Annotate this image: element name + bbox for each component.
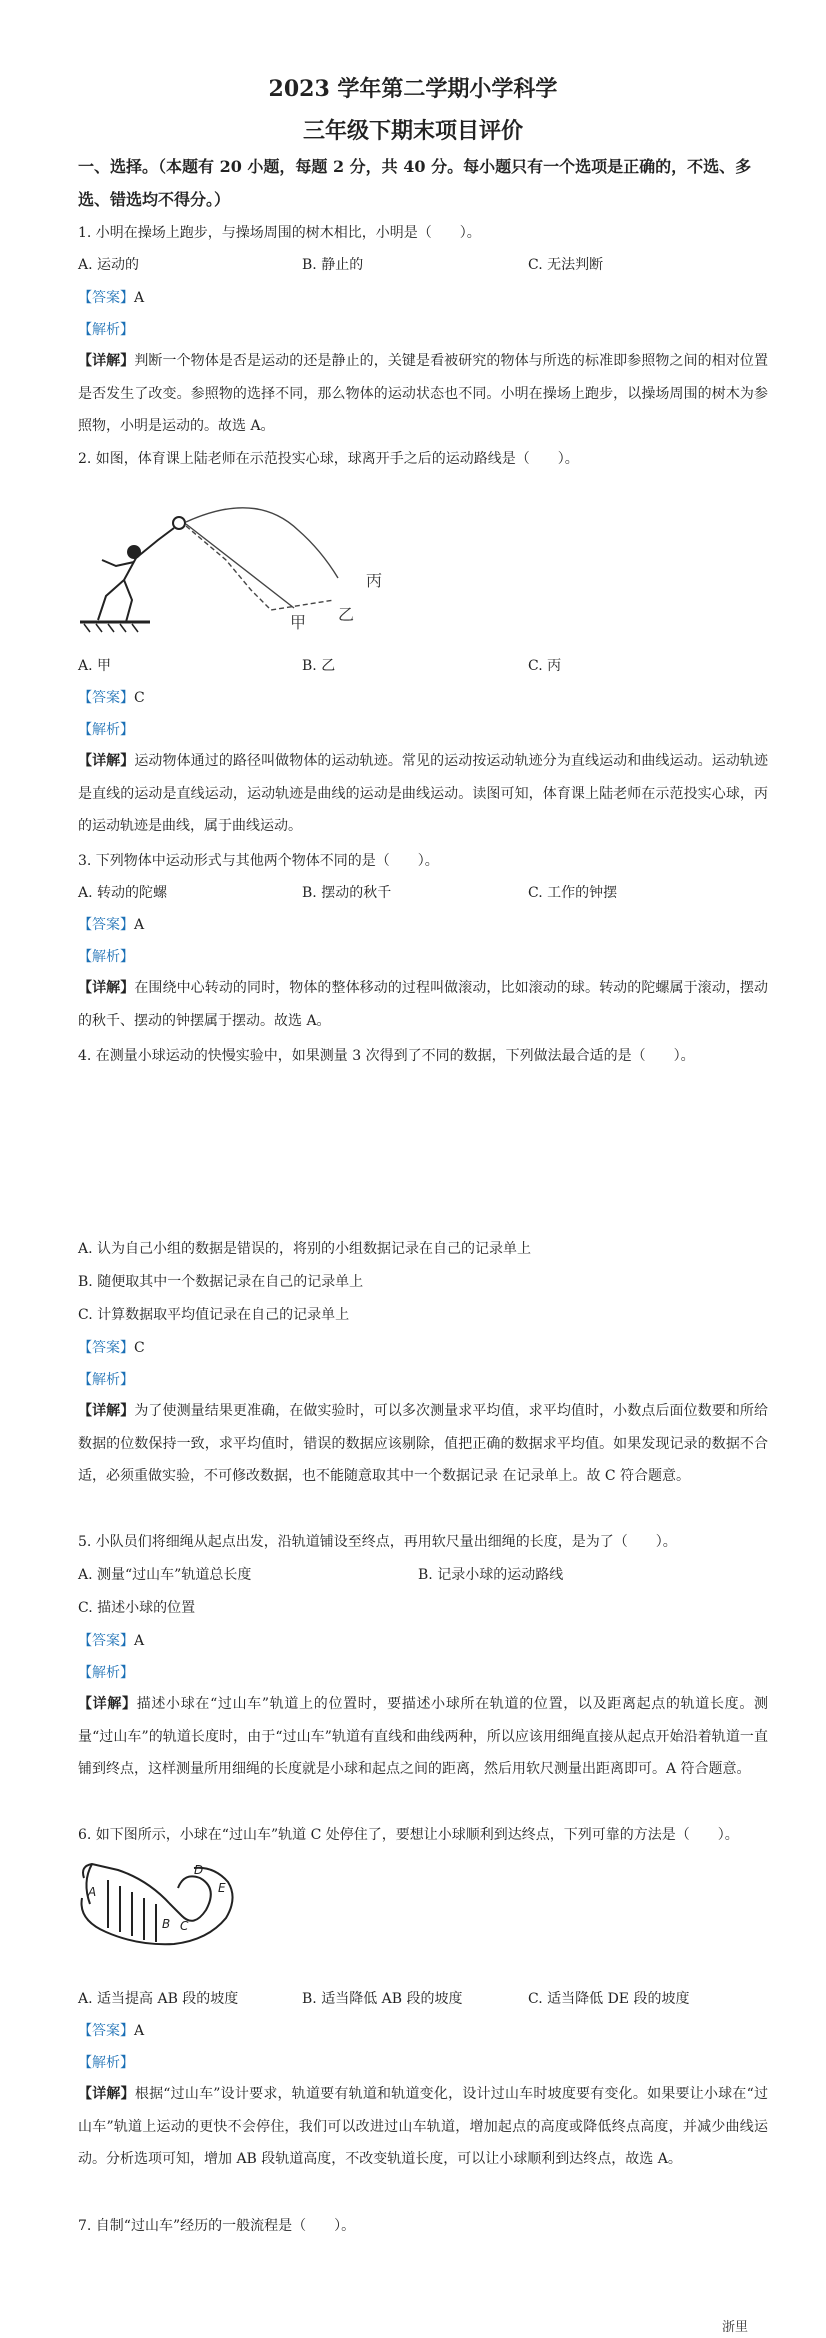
q5-option-a: A. 测量“过山车”轨道总长度 bbox=[78, 1567, 252, 1583]
q2-analysis-label: 【解析】 bbox=[78, 722, 134, 738]
q2-answer: 【答案】C bbox=[78, 690, 145, 706]
q3-option-a: A. 转动的陀螺 bbox=[78, 885, 168, 901]
trajectory-jia bbox=[186, 524, 294, 608]
trajectory-bing bbox=[186, 508, 338, 578]
shot-put-figure bbox=[76, 500, 396, 640]
q5-option-b: B. 记录小球的运动路线 bbox=[418, 1567, 564, 1583]
question-2-stem: 2. 如图，体育课上陆老师在示范投实心球，球离开手之后的运动路线是（ ）。 bbox=[78, 451, 579, 467]
q1-option-c: C. 无法判断 bbox=[528, 257, 604, 273]
question-7-stem: 7. 自制“过山车”经历的一般流程是（ ）。 bbox=[78, 2218, 356, 2234]
point-c-label: C bbox=[180, 1919, 189, 1933]
q2-option-a: A. 甲 bbox=[78, 658, 112, 674]
q2-option-b: B. 乙 bbox=[302, 658, 336, 674]
q5-detail: 【详解】描述小球在“过山车”轨道上的位置时，要描述小球所在轨道的位置，以及距离起点的轨道长度。测量“过山车”的轨道长度时，由于“过山车”轨道有直线和曲线两种，所以应该用细绳直接从起点开始沿着轨道一直铺到终点，这样测量所用细绳的长度就是小球和起点之间的距离，然后用软尺测量出距离即可。A 符合题意。 bbox=[78, 1696, 769, 1777]
q3-analysis-label: 【解析】 bbox=[78, 949, 134, 965]
question-5-stem: 5. 小队员们将细绳从起点出发，沿轨道铺设至终点，再用软尺量出细绳的长度，是为了（ ）。 bbox=[78, 1534, 677, 1550]
q6-option-c: C. 适当降低 DE 段的坡度 bbox=[528, 1991, 690, 2007]
q1-answer: 【答案】A bbox=[78, 290, 145, 306]
document-subtitle: 三年级下期末项目评价 bbox=[302, 118, 523, 144]
q5-analysis-label: 【解析】 bbox=[78, 1665, 134, 1681]
label-bing: 丙 bbox=[366, 571, 383, 590]
q2-option-c: C. 丙 bbox=[528, 658, 562, 674]
q1-detail: 【详解】判断一个物体是否是运动的还是静止的，关键是看被研究的物体与所选的标准即参照物之间的相对位置是否发生了改变。参照物的选择不同，那么物体的运动状态也不同。小明在操场上跑步，以操场周围的树木为参照物，小明是运动的。故选 A。 bbox=[78, 353, 769, 434]
question-1-stem: 1. 小明在操场上跑步，与操场周围的树木相比，小明是（ ）。 bbox=[78, 225, 481, 241]
q4-option-c: C. 计算数据取平均值记录在自己的记录单上 bbox=[78, 1307, 350, 1323]
q6-analysis-label: 【解析】 bbox=[78, 2055, 134, 2071]
point-a-label: A bbox=[88, 1885, 97, 1899]
q6-option-a: A. 适当提高 AB 段的坡度 bbox=[78, 1991, 239, 2007]
q1-analysis-label: 【解析】 bbox=[78, 322, 134, 338]
q6-option-b: B. 适当降低 AB 段的坡度 bbox=[302, 1991, 463, 2007]
q1-option-b: B. 静止的 bbox=[302, 257, 364, 273]
question-4-stem: 4. 在测量小球运动的快慢实验中，如果测量 3 次得到了不同的数据，下列做法最合适的是（ ）。 bbox=[78, 1048, 695, 1064]
point-d-label: D bbox=[194, 1863, 204, 1877]
q3-option-c: C. 工作的钟摆 bbox=[528, 885, 618, 901]
roller-coaster-figure bbox=[78, 1858, 248, 1958]
section-heading: 一、选择。（本题有 20 小题，每题 2 分，共 40 分。每小题只有一个选项是正确的，不选、多选、错选均不得分。） bbox=[78, 157, 752, 209]
q6-detail: 【详解】根据“过山车”设计要求，轨道要有轨道和轨道变化，设计过山车时坡度要有变化。如果要让小球在“过山车”轨道上运动的更快不会停住，我们可以改进过山车轨道，增加起点的高度或降低终点高度，并减少曲线运动。分析选项可知，增加 AB 段轨道高度，不改变轨道长度，可以让小球顺利到达终点，故选 A。 bbox=[78, 2086, 768, 2167]
q4-option-b: B. 随便取其中一个数据记录在自己的记录单上 bbox=[78, 1274, 364, 1290]
q4-analysis-label: 【解析】 bbox=[78, 1372, 134, 1388]
q5-option-c: C. 描述小球的位置 bbox=[78, 1600, 196, 1616]
q6-answer: 【答案】A bbox=[78, 2023, 145, 2039]
q5-answer: 【答案】A bbox=[78, 1633, 145, 1649]
q2-detail: 【详解】运动物体通过的路径叫做物体的运动轨迹。常见的运动按运动轨迹分为直线运动和曲线运动。运动轨迹是直线的运动是直线运动，运动轨迹是曲线的运动是曲线运动。读图可知，体育课上陆老师在示范投实心球，丙的运动轨迹是曲线，属于曲线运动。 bbox=[78, 753, 769, 834]
ball-icon bbox=[173, 517, 185, 529]
label-jia: 甲 bbox=[290, 613, 307, 632]
point-e-label: E bbox=[218, 1881, 226, 1895]
q3-answer: 【答案】A bbox=[78, 917, 145, 933]
q3-detail: 【详解】在围绕中心转动的同时，物体的整体移动的过程叫做滚动，比如滚动的球。转动的陀螺属于滚动，摆动的秋千、摆动的钟摆属于摆动。故选 A。 bbox=[78, 980, 769, 1029]
page-footer: 浙里 bbox=[721, 2320, 748, 2335]
point-b-label: B bbox=[162, 1917, 171, 1931]
question-6-stem: 6. 如下图所示，小球在“过山车”轨道 C 处停住了，要想让小球顺利到达终点，下列可靠的方法是（ ）。 bbox=[78, 1827, 739, 1843]
q4-answer: 【答案】C bbox=[78, 1340, 145, 1356]
q1-option-a: A. 运动的 bbox=[78, 257, 140, 273]
trajectory-yi bbox=[186, 526, 334, 610]
label-yi: 乙 bbox=[338, 605, 355, 624]
document-title: 2023 学年第二学期小学科学 bbox=[268, 76, 558, 102]
q4-option-a: A. 认为自己小组的数据是错误的，将别的小组数据记录在自己的记录单上 bbox=[78, 1241, 532, 1257]
thrower-illustration bbox=[80, 517, 185, 632]
q3-option-b: B. 摆动的秋千 bbox=[302, 885, 392, 901]
q4-detail: 【详解】为了使测量结果更准确，在做实验时，可以多次测量求平均值，求平均值时，小数点后面位数要和所给数据的位数保持一致，求平均值时，错误的数据应该剔除，值把正确的数据求平均值。如果发现记录的数据不合适，必须重做实验，不可修改数据，也不能随意取其中一个数据记录 在记录单上。故 C 符合题意。 bbox=[78, 1403, 769, 1484]
question-3-stem: 3. 下列物体中运动形式与其他两个物体不同的是（ ）。 bbox=[78, 853, 439, 869]
